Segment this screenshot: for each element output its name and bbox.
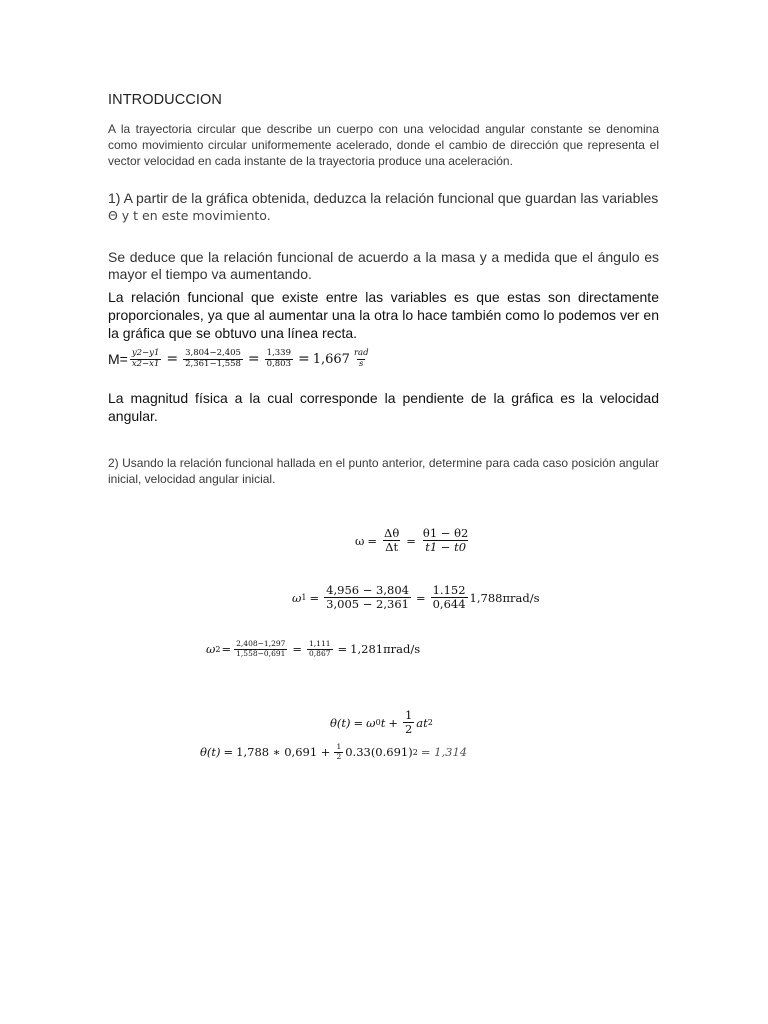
slope-lhs: M= bbox=[108, 351, 128, 368]
fraction-numerator: 1,339 bbox=[266, 348, 291, 358]
slope-fraction-result bbox=[265, 349, 293, 370]
question-1-variables: Θ y t en este movimiento. bbox=[108, 208, 271, 223]
omega-2-result: 1,281πrad/s bbox=[350, 642, 421, 657]
theta-calc-half-fraction bbox=[334, 743, 343, 761]
omega-2-values-fraction bbox=[234, 640, 287, 658]
omega-2-subscript: 2 bbox=[215, 644, 221, 654]
theta-definition-equation: θ(t) = ω 0 t + $\frac{1}{2}$ at 2 bbox=[330, 708, 433, 737]
omega-2-result-fraction bbox=[307, 640, 332, 658]
section-heading: INTRODUCCION bbox=[108, 92, 222, 108]
theta-calc-part2: 0.33(0.691) bbox=[345, 745, 413, 760]
time-variable: t bbox=[380, 715, 386, 730]
question-2: 2) Usando la relación funcional hallada en el punto anterior, determine para cada caso posición angular inicial, velocidad angular inicial. bbox=[108, 456, 659, 486]
fraction-numerator: 1 bbox=[404, 708, 413, 722]
acceleration-term: at bbox=[416, 715, 428, 730]
theta-calc-result: = 1,314 bbox=[420, 745, 468, 760]
fraction-numerator: rad bbox=[353, 348, 369, 358]
relation-paragraph: La relación funcional que existe entre las variables es que estas son directamente proporcionales, ya que al aumentar una la otra lo hace también como lo podemos ver en la gráfica que se obtuvo una línea recta. bbox=[108, 289, 659, 341]
omega-1-equation: ω 1 = $\frac{4,956 - 3,804}{3,005 - 2,361}$ = $\frac{1.152}{0,644}$ 1,788πrad/s bbox=[292, 583, 540, 612]
theta-calc-exponent: 2 bbox=[412, 747, 418, 757]
fraction-numerator: 3,804−2,405 bbox=[185, 348, 241, 358]
fraction-numerator: 1 bbox=[336, 742, 342, 751]
theta-calc-part1: 1,788 ∗ 0,691 + bbox=[236, 745, 331, 760]
fraction-denominator: 3,005 − 2,361 bbox=[326, 597, 409, 612]
omega-1-symbol: ω bbox=[292, 590, 302, 605]
omega-zero-symbol: ω bbox=[366, 715, 376, 730]
theta-calc-lhs: θ(t) bbox=[200, 745, 221, 760]
theta-calculation-equation: θ(t) = 1,788 ∗ 0,691 + $\frac{1}{2}$ 0.33(0.691) 2 = 1,314 bbox=[200, 742, 468, 761]
slope-fraction-values bbox=[183, 349, 243, 370]
intro-paragraph: A la trayectoria circular que describe un cuerpo con una velocidad angular constante se denomina como movimiento circular uniformemente acelerado, donde el cambio de dirección que representa el vector velocidad en cada instante de la trayectoria produce una aceleración. bbox=[108, 122, 659, 168]
fraction-denominator: t1 − t0 bbox=[425, 540, 467, 555]
deduction-paragraph: Se deduce que la relación funcional de acuerdo a la masa y a medida que el ángulo es mayor el tiempo va aumentando. bbox=[108, 249, 659, 282]
fraction-numerator: Δθ bbox=[384, 526, 400, 540]
slope-fraction-variables bbox=[130, 349, 162, 370]
fraction-numerator: 1.152 bbox=[432, 583, 466, 597]
question-1 bbox=[108, 190, 659, 224]
question-1-text: 1) A partir de la gráfica obtenida, deduzca la relación funcional que guardan las variables bbox=[108, 190, 659, 206]
omega-theta-fraction bbox=[421, 527, 470, 554]
omega-2-equation: ω 2 = $\frac{2,408-1,297}{1,558-0,691}$ = $\frac{1,111}{0,867}$ = 1,281πrad/s bbox=[206, 639, 421, 658]
omega-1-result-fraction bbox=[431, 584, 468, 611]
omega-symbol: ω bbox=[355, 533, 365, 548]
fraction-numerator: θ1 − θ2 bbox=[422, 526, 469, 540]
omega-1-values-fraction bbox=[324, 584, 411, 611]
omega-delta-fraction bbox=[382, 527, 401, 554]
omega-1-result: 1,788πrad/s bbox=[469, 590, 540, 605]
fraction-denominator: 0,644 bbox=[432, 597, 466, 612]
omega-2-symbol: ω bbox=[206, 642, 216, 657]
omega-definition-equation: ω = $\frac{\Delta\theta}{\Delta t}$ = $\frac{\theta 1 - \theta 2}{t1 - t0}$ bbox=[355, 526, 469, 555]
fraction-denominator: 0,803 bbox=[266, 358, 291, 369]
fraction-denominator: s bbox=[359, 358, 364, 369]
fraction-denominator: x2−x1 bbox=[131, 358, 160, 369]
fraction-numerator: 2,408−1,297 bbox=[236, 639, 286, 648]
omega-1-subscript: 1 bbox=[301, 593, 307, 603]
fraction-denominator: 1,558−0,691 bbox=[236, 648, 286, 658]
half-fraction bbox=[403, 709, 414, 736]
magnitude-paragraph: La magnitud física a la cual corresponde la pendiente de la gráfica es la velocidad angular. bbox=[108, 390, 659, 424]
fraction-denominator: Δt bbox=[385, 540, 399, 555]
fraction-numerator: y2−y1 bbox=[131, 348, 160, 358]
omega-zero-subscript: 0 bbox=[375, 718, 381, 728]
slope-equation: M= $\frac{y2-y1}{x2-x1}$ = $\frac{3,804-2,405}{2,361-1,558}$ = $\frac{1,339}{0,803}$ = 1,667 $\frac{\text{rad}}{s}$ bbox=[108, 348, 369, 369]
fraction-denominator: 2 bbox=[404, 722, 413, 737]
fraction-denominator: 0,867 bbox=[309, 648, 331, 658]
fraction-numerator: 1,111 bbox=[309, 639, 331, 648]
fraction-numerator: 4,956 − 3,804 bbox=[326, 583, 409, 597]
fraction-denominator: 2 bbox=[336, 751, 342, 761]
acceleration-term-exponent: 2 bbox=[427, 718, 433, 728]
slope-value: 1,667 bbox=[312, 351, 350, 367]
slope-unit bbox=[352, 349, 371, 370]
fraction-denominator: 2,361−1,558 bbox=[185, 358, 241, 369]
theta-lhs: θ(t) bbox=[330, 715, 351, 730]
